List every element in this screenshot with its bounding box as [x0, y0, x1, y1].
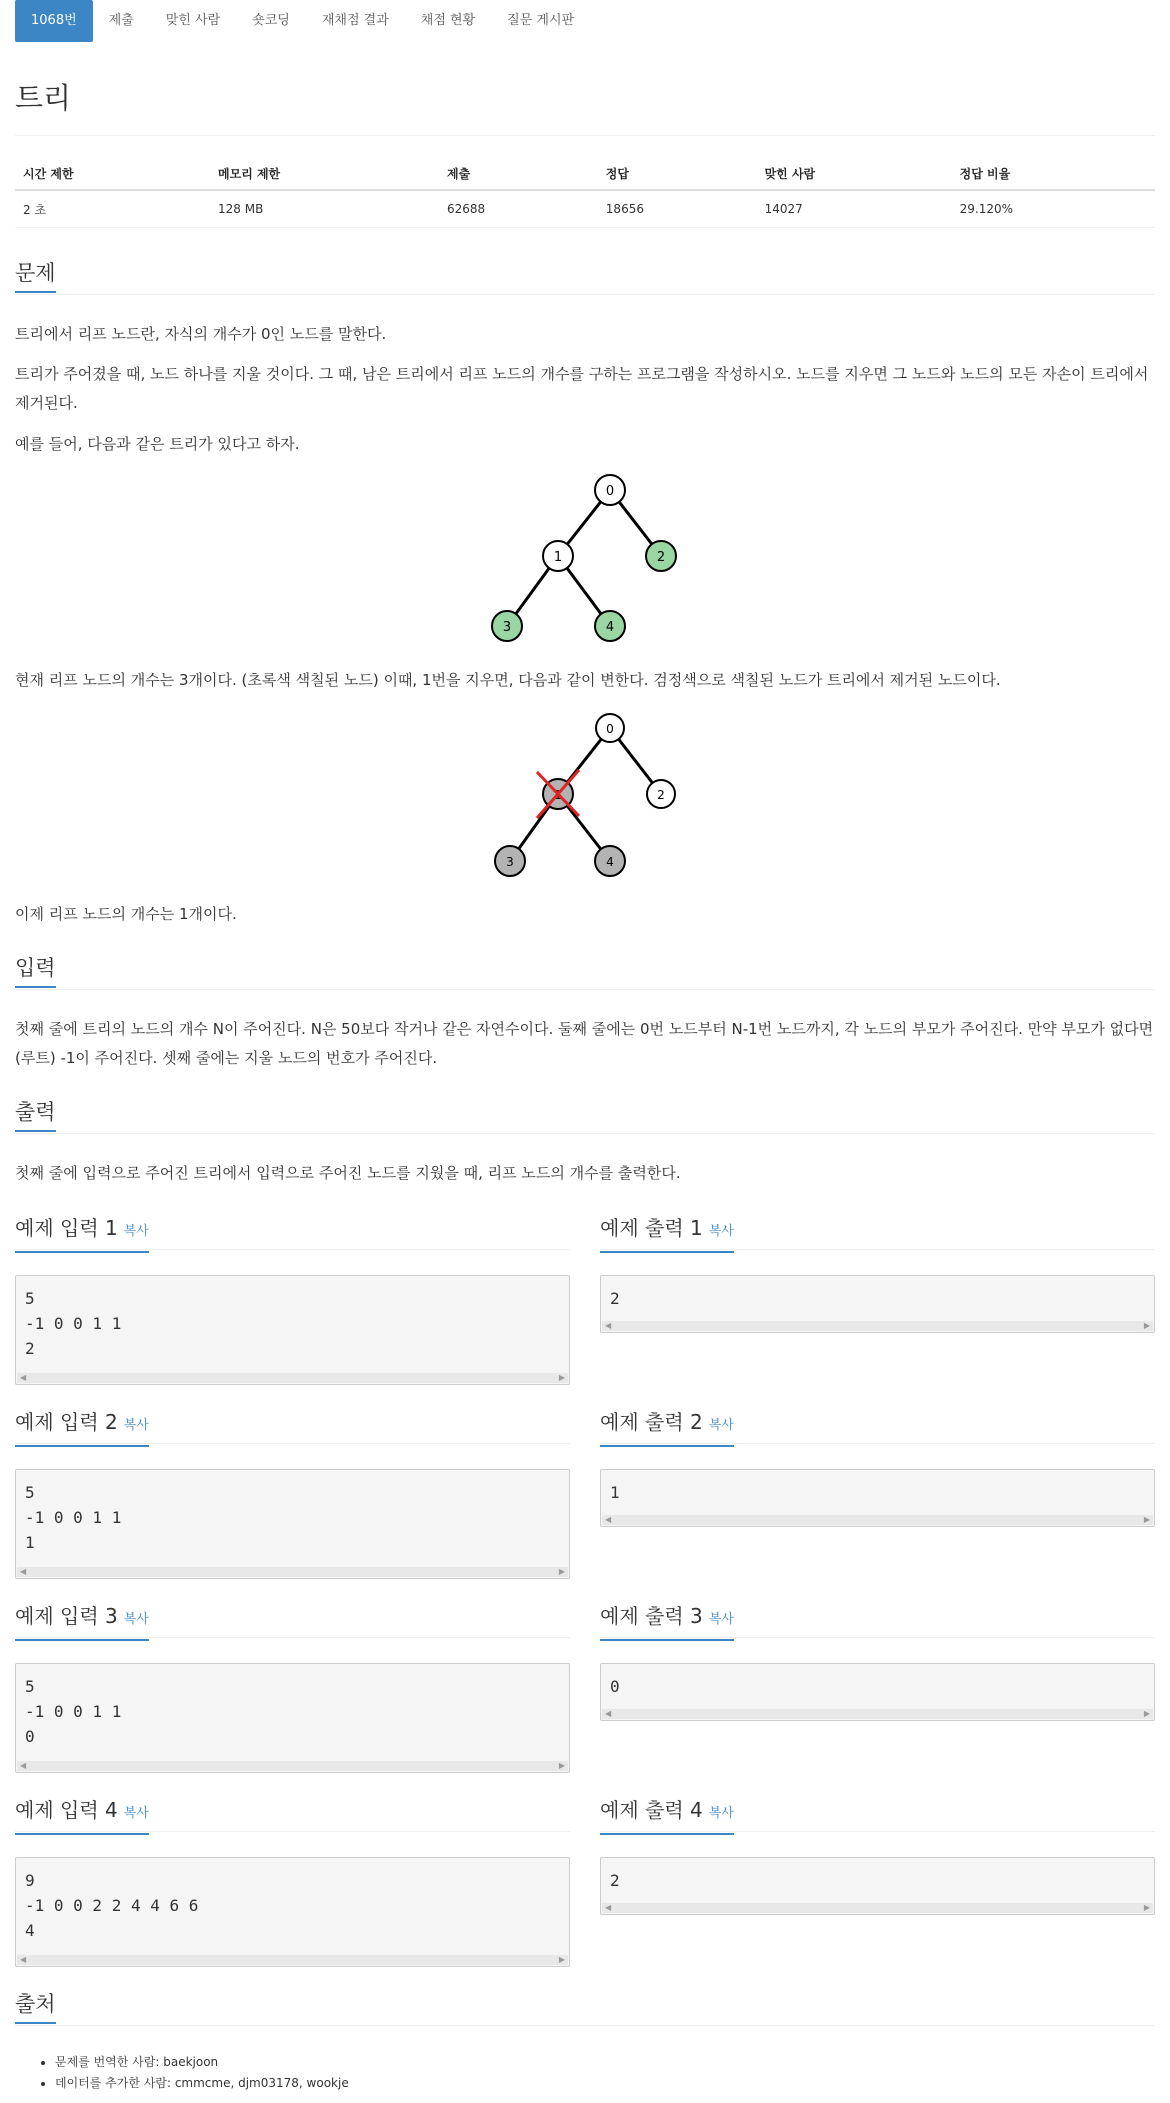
sample-output-4-content: 2 — [610, 1871, 620, 1890]
sample-input-4-header — [15, 1791, 570, 1832]
scroll-left-icon[interactable]: ◀ — [20, 1567, 27, 1576]
tab-rejudge-results[interactable]: 재채점 결과 — [321, 13, 389, 28]
info-header-row — [15, 158, 1155, 190]
sample-input-1-title-text: 예제 입력 1 — [15, 1216, 118, 1240]
sample-input-1-content: 5 -1 0 0 1 1 2 — [25, 1289, 122, 1358]
sample-input-2-title-text: 예제 입력 2 — [15, 1410, 118, 1434]
info-value-row — [15, 190, 1155, 228]
output-section-header — [15, 1093, 1155, 1134]
scroll-right-icon[interactable]: ▶ — [1143, 1321, 1150, 1330]
header-accepted: 정답 — [598, 158, 757, 190]
node-4-label: 4 — [606, 855, 614, 869]
sample-input-3-title-text: 예제 입력 3 — [15, 1604, 118, 1628]
tree-diagram-after-removal — [484, 703, 684, 903]
scroll-right-icon[interactable]: ▶ — [558, 1761, 565, 1770]
scroll-left-icon[interactable]: ◀ — [605, 1903, 612, 1912]
copy-sample-output-2-link[interactable]: 복사 — [708, 1418, 734, 1433]
sample-input-2-scrollbar[interactable] — [17, 1567, 568, 1577]
scroll-left-icon[interactable]: ◀ — [20, 1955, 27, 1964]
sample-input-3-header — [15, 1597, 570, 1638]
sample-output-1-box — [600, 1275, 1155, 1333]
scroll-right-icon[interactable]: ▶ — [1143, 1515, 1150, 1524]
sample-input-4-title — [15, 1797, 149, 1835]
sample-input-2-title — [15, 1409, 149, 1447]
output-heading: 출력 — [15, 1099, 56, 1132]
node-4-label: 4 — [605, 620, 615, 635]
page-title: 트리 — [15, 81, 72, 115]
time-limit-value: 2 초 — [15, 190, 210, 228]
node-3-label: 3 — [502, 620, 512, 635]
problem-text-2: 트리가 주어졌을 때, 노드 하나를 지울 것이다. 그 때, 남은 트리에서 리프 노드의 개수를 구하는 프로그램을 작성하시오. 노드를 지우면 그 노드와 노드의 모든 자손이 트리에서 제거된다. — [15, 365, 1149, 412]
tab-short-coding[interactable]: 숏코딩 — [252, 13, 290, 28]
copy-sample-input-2-link[interactable]: 복사 — [123, 1418, 149, 1433]
header-solvers: 맞힌 사람 — [757, 158, 952, 190]
output-description: 첫째 줄에 입력으로 주어진 트리에서 입력으로 주어진 노드를 지웠을 때, 리프 노드의 개수를 출력한다. — [15, 1164, 681, 1182]
sample-output-4-title — [600, 1797, 734, 1835]
problem-nav — [15, 0, 590, 42]
source-heading: 출처 — [15, 1991, 56, 2024]
scroll-right-icon[interactable]: ▶ — [558, 1955, 565, 1964]
sample-input-2-content: 5 -1 0 0 1 1 1 — [25, 1483, 122, 1552]
source-data-contributors: • 데이터를 추가한 사람: cmmcme, djm03178, wookje — [55, 2073, 349, 2094]
sample-input-4-box — [15, 1857, 570, 1967]
submissions-value: 62688 — [439, 190, 598, 228]
sample-output-4-scrollbar[interactable] — [602, 1903, 1153, 1913]
node-3-label: 3 — [506, 855, 514, 869]
node-1-label: 1 — [553, 550, 563, 565]
sample-output-2-content: 1 — [610, 1483, 620, 1502]
sample-input-1-scrollbar[interactable] — [17, 1373, 568, 1383]
copy-sample-output-3-link[interactable]: 복사 — [708, 1612, 734, 1627]
sample-output-4-title-text: 예제 출력 4 — [600, 1798, 703, 1822]
sample-output-1-title-text: 예제 출력 1 — [600, 1216, 703, 1240]
title-divider — [15, 135, 1155, 136]
scroll-left-icon[interactable]: ◀ — [605, 1515, 612, 1524]
problem-text-3: 예를 들어, 다음과 같은 트리가 있다고 하자. — [15, 435, 300, 453]
copy-sample-input-4-link[interactable]: 복사 — [123, 1806, 149, 1821]
sample-output-4-header — [600, 1791, 1155, 1832]
sample-output-2-box — [600, 1469, 1155, 1527]
source-translator: • 문제를 번역한 사람: baekjoon — [55, 2052, 349, 2073]
tab-question-board[interactable]: 질문 게시판 — [507, 13, 575, 28]
copy-sample-output-4-link[interactable]: 복사 — [708, 1806, 734, 1821]
problem-text-5: 이제 리프 노드의 개수는 1개이다. — [15, 905, 237, 923]
sample-output-3-title-text: 예제 출력 3 — [600, 1604, 703, 1628]
tab-judge-status[interactable]: 채점 현황 — [420, 13, 476, 28]
sample-input-4-scrollbar[interactable] — [17, 1955, 568, 1965]
sample-output-3-title — [600, 1603, 734, 1641]
sample-input-3-scrollbar[interactable] — [17, 1761, 568, 1771]
sample-output-4-box — [600, 1857, 1155, 1915]
sample-output-3-scrollbar[interactable] — [602, 1709, 1153, 1719]
sample-input-4-title-text: 예제 입력 4 — [15, 1798, 118, 1822]
sample-output-1-title — [600, 1215, 734, 1253]
problem-text-1: 트리에서 리프 노드란, 자식의 개수가 0인 노드를 말한다. — [15, 325, 387, 343]
accepted-value: 18656 — [598, 190, 757, 228]
sample-input-2-header — [15, 1403, 570, 1444]
source-section-header — [15, 1985, 1155, 2026]
problem-text-4: 현재 리프 노드의 개수는 3개이다. (초록색 색칠된 노드) 이때, 1번을 지우면, 다음과 같이 변한다. 검정색으로 색칠된 노드가 트리에서 제거된 노드이다. — [15, 671, 1001, 689]
copy-sample-output-1-link[interactable]: 복사 — [708, 1224, 734, 1239]
sample-output-1-content: 2 — [610, 1289, 620, 1308]
sample-input-1-box — [15, 1275, 570, 1385]
sample-output-2-title-text: 예제 출력 2 — [600, 1410, 703, 1434]
tab-submit[interactable]: 제출 — [108, 13, 134, 28]
tab-solvers[interactable]: 맞힌 사람 — [165, 13, 221, 28]
source-list — [15, 2052, 349, 2094]
scroll-right-icon[interactable]: ▶ — [1143, 1903, 1150, 1912]
copy-sample-input-1-link[interactable]: 복사 — [123, 1224, 149, 1239]
problem-info-table — [15, 158, 1155, 228]
sample-output-1-header — [600, 1209, 1155, 1250]
solvers-value: 14027 — [757, 190, 952, 228]
copy-sample-input-3-link[interactable]: 복사 — [123, 1612, 149, 1627]
sample-input-2-box — [15, 1469, 570, 1579]
sample-output-2-title — [600, 1409, 734, 1447]
problem-section-header — [15, 254, 1155, 295]
sample-output-3-content: 0 — [610, 1677, 620, 1696]
sample-output-2-scrollbar[interactable] — [602, 1515, 1153, 1525]
input-section-header — [15, 949, 1155, 990]
accept-ratio-value: 29.120% — [952, 190, 1155, 228]
sample-input-1-title — [15, 1215, 149, 1253]
node-0-label: 0 — [605, 484, 615, 499]
node-0-label: 0 — [606, 722, 614, 736]
sample-output-2-header — [600, 1403, 1155, 1444]
sample-input-3-title — [15, 1603, 149, 1641]
scroll-left-icon[interactable]: ◀ — [20, 1373, 27, 1382]
scroll-right-icon[interactable]: ▶ — [558, 1567, 565, 1576]
problem-heading: 문제 — [15, 260, 56, 293]
node-2-label: 2 — [657, 788, 665, 802]
tree-diagram-original — [484, 465, 684, 665]
header-time-limit: 시간 제한 — [15, 158, 210, 190]
header-memory-limit: 메모리 제한 — [210, 158, 439, 190]
sample-input-3-content: 5 -1 0 0 1 1 0 — [25, 1677, 122, 1746]
tab-problem[interactable]: 1068번 — [15, 0, 93, 42]
header-accept-ratio: 정답 비율 — [952, 158, 1155, 190]
memory-limit-value: 128 MB — [210, 190, 439, 228]
sample-input-3-box — [15, 1663, 570, 1773]
scroll-right-icon[interactable]: ▶ — [558, 1373, 565, 1382]
scroll-right-icon[interactable]: ▶ — [1143, 1709, 1150, 1718]
sample-output-3-box — [600, 1663, 1155, 1721]
input-description: 첫째 줄에 트리의 노드의 개수 N이 주어진다. N은 50보다 작거나 같은 자연수이다. 둘째 줄에는 0번 노드부터 N-1번 노드까지, 각 노드의 부모가 주어진다. 만약 부모가 없다면 (루트) -1이 주어진다. 셋째 줄에는 지울 노드의 번호가 주어진다. — [15, 1020, 1154, 1067]
scroll-left-icon[interactable]: ◀ — [20, 1761, 27, 1770]
header-submissions: 제출 — [439, 158, 598, 190]
scroll-left-icon[interactable]: ◀ — [605, 1321, 612, 1330]
sample-input-4-content: 9 -1 0 0 2 2 4 4 6 6 4 — [25, 1871, 199, 1940]
sample-output-3-header — [600, 1597, 1155, 1638]
scroll-left-icon[interactable]: ◀ — [605, 1709, 612, 1718]
sample-output-1-scrollbar[interactable] — [602, 1321, 1153, 1331]
sample-input-1-header — [15, 1209, 570, 1250]
input-heading: 입력 — [15, 955, 56, 988]
node-2-label: 2 — [656, 550, 666, 565]
